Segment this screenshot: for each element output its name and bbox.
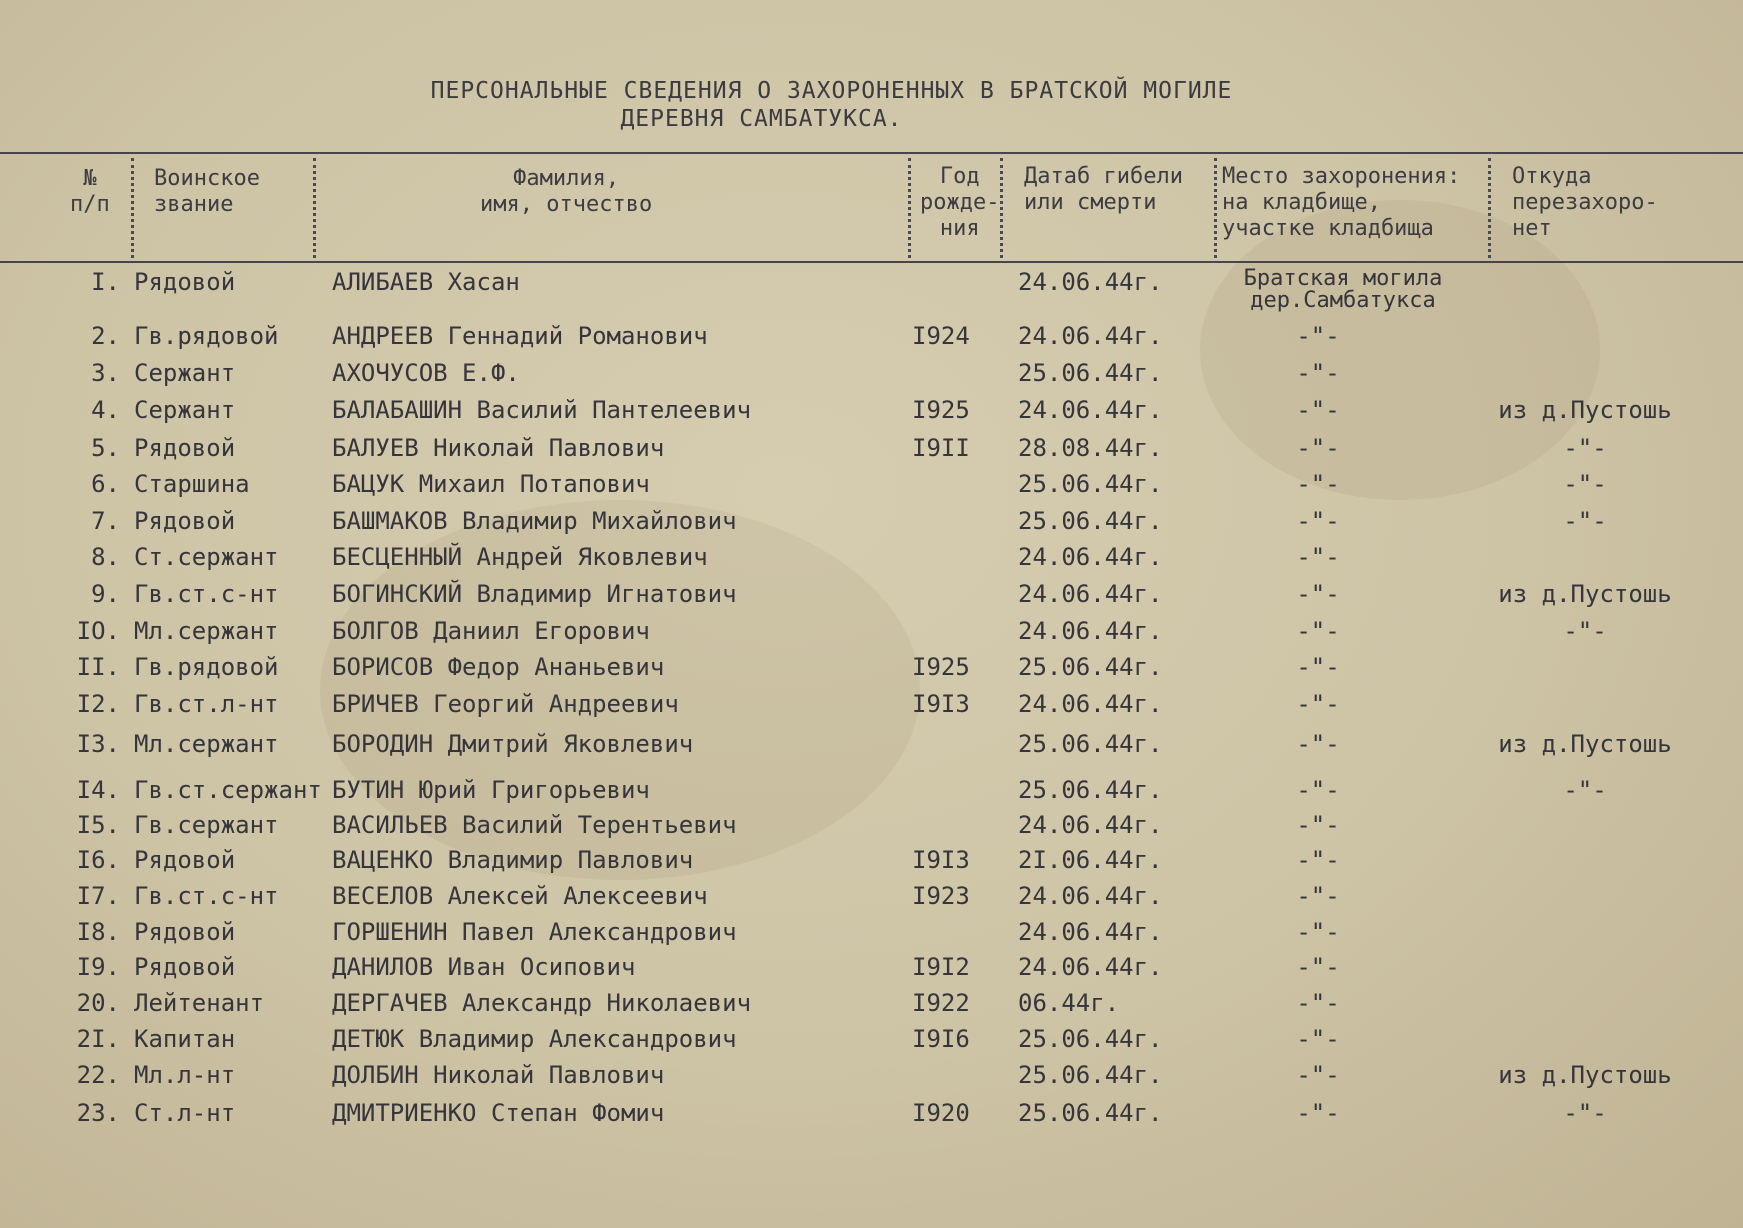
row-death-date: 24.06.44г. [1018, 268, 1163, 296]
row-birth-year: I922 [912, 989, 970, 1017]
row-reburied-from: -"- [1563, 776, 1607, 804]
row-number: I4. [76, 776, 120, 804]
row-death-date: 24.06.44г. [1018, 811, 1163, 839]
table-row [0, 1025, 1743, 1059]
table-row [0, 543, 1743, 577]
row-number: 2. [91, 322, 120, 350]
header-bottom-rule [0, 261, 1743, 263]
row-number: 6. [91, 470, 120, 498]
row-burial-place: -"- [1296, 1061, 1340, 1089]
table-row [0, 730, 1743, 764]
row-rank: Гв.ст.сержант [134, 776, 322, 804]
row-burial-place: -"- [1296, 653, 1340, 681]
row-number: 20. [76, 989, 120, 1017]
row-rank: Рядовой [134, 918, 236, 946]
row-death-date: 24.06.44г. [1018, 617, 1163, 645]
header-separator [313, 158, 316, 258]
row-name: ДЕРГАЧЕВ Александр Николаевич [332, 989, 752, 1017]
row-death-date: 24.06.44г. [1018, 580, 1163, 608]
row-burial-place: -"- [1296, 543, 1340, 571]
row-reburied-from: -"- [1563, 617, 1607, 645]
row-reburied-from: -"- [1563, 434, 1607, 462]
row-name: ДОЛБИН Николай Павлович [332, 1061, 665, 1089]
header-from: Откуда перезахоро- нет [1512, 164, 1658, 241]
row-name: БЕСЦЕННЫЙ Андрей Яковлевич [332, 543, 708, 571]
row-number: 5. [91, 434, 120, 462]
row-death-date: 25.06.44г. [1018, 1025, 1163, 1053]
row-reburied-from: -"- [1563, 1099, 1607, 1127]
row-name: БАЛУЕВ Николай Павлович [332, 434, 665, 462]
row-birth-year: I920 [912, 1099, 970, 1127]
table-row [0, 359, 1743, 393]
row-number: I2. [76, 690, 120, 718]
row-reburied-from: из д.Пустошь [1498, 396, 1672, 424]
row-death-date: 24.06.44г. [1018, 396, 1163, 424]
row-death-date: 28.08.44г. [1018, 434, 1163, 462]
row-birth-year: I9II [912, 434, 970, 462]
row-number: 4. [91, 396, 120, 424]
row-name: БОРИСОВ Федор Ананьевич [332, 653, 665, 681]
row-burial-place: -"- [1296, 507, 1340, 535]
row-number: I3. [76, 730, 120, 758]
row-name: АЛИБАЕВ Хасан [332, 268, 520, 296]
row-birth-year: I9I3 [912, 690, 970, 718]
header-separator [131, 158, 134, 258]
table-row [0, 1061, 1743, 1095]
row-death-date: 24.06.44г. [1018, 690, 1163, 718]
table-row [0, 1099, 1743, 1133]
header-year: Год рожде- ния [920, 164, 1000, 241]
table-row [0, 507, 1743, 541]
row-death-date: 24.06.44г. [1018, 322, 1163, 350]
row-burial-place: -"- [1296, 953, 1340, 981]
table-row [0, 989, 1743, 1023]
table-row [0, 653, 1743, 687]
row-reburied-from: из д.Пустошь [1498, 580, 1672, 608]
row-rank: Сержант [134, 396, 236, 424]
row-rank: Мл.сержант [134, 730, 279, 758]
row-burial-place: -"- [1296, 359, 1340, 387]
row-burial-place: -"- [1296, 730, 1340, 758]
header-rank: Воинское звание [154, 166, 260, 217]
row-death-date: 25.06.44г. [1018, 470, 1163, 498]
row-number: I6. [76, 846, 120, 874]
row-burial-place: -"- [1296, 1025, 1340, 1053]
row-rank: Гв.ст.с-нт [134, 882, 279, 910]
row-death-date: 24.06.44г. [1018, 953, 1163, 981]
row-rank: Рядовой [134, 846, 236, 874]
row-name: ВАЦЕНКО Владимир Павлович [332, 846, 694, 874]
row-birth-year: I923 [912, 882, 970, 910]
header-separator [1214, 158, 1217, 258]
row-reburied-from: из д.Пустошь [1498, 1061, 1672, 1089]
row-rank: Мл.сержант [134, 617, 279, 645]
document-title: ПЕРСОНАЛЬНЫЕ СВЕДЕНИЯ О ЗАХОРОНЕННЫХ В БРАТСКОЙ МОГИЛЕ [430, 78, 1233, 104]
row-rank: Лейтенант [134, 989, 265, 1017]
row-name: АНДРЕЕВ Геннадий Романович [332, 322, 708, 350]
table-row [0, 776, 1743, 810]
row-rank: Гв.сержант [134, 811, 279, 839]
row-number: IO. [76, 617, 120, 645]
row-number: I7. [76, 882, 120, 910]
row-reburied-from: -"- [1563, 470, 1607, 498]
row-number: 22. [76, 1061, 120, 1089]
row-death-date: 25.06.44г. [1018, 359, 1163, 387]
header-separator [1488, 158, 1491, 258]
row-name: БОРОДИН Дмитрий Яковлевич [332, 730, 694, 758]
row-number: I9. [76, 953, 120, 981]
row-number: I5. [76, 811, 120, 839]
header-date: Датаб гибели или смерти [1024, 164, 1183, 215]
row-name: ГОРШЕНИН Павел Александрович [332, 918, 737, 946]
row-number: 8. [91, 543, 120, 571]
row-number: 2I. [76, 1025, 120, 1053]
header-num: № п/п [70, 166, 110, 217]
table-row [0, 918, 1743, 952]
header-separator [908, 158, 911, 258]
row-name: БОГИНСКИЙ Владимир Игнатович [332, 580, 737, 608]
row-death-date: 2I.06.44г. [1018, 846, 1163, 874]
row-number: 3. [91, 359, 120, 387]
row-burial-place: -"- [1296, 396, 1340, 424]
header-name: Фамилия, имя, отчество [480, 166, 653, 217]
table-row [0, 580, 1743, 614]
row-rank: Ст.сержант [134, 543, 279, 571]
table-row [0, 690, 1743, 724]
row-rank: Старшина [134, 470, 250, 498]
row-birth-year: I924 [912, 322, 970, 350]
row-burial-place: -"- [1296, 989, 1340, 1017]
row-birth-year: I9I6 [912, 1025, 970, 1053]
row-name: БАШМАКОВ Владимир Михайлович [332, 507, 737, 535]
row-death-date: 25.06.44г. [1018, 1061, 1163, 1089]
row-birth-year: I925 [912, 653, 970, 681]
row-burial-place: -"- [1296, 470, 1340, 498]
row-death-date: 24.06.44г. [1018, 918, 1163, 946]
row-reburied-from: из д.Пустошь [1498, 730, 1672, 758]
row-burial-place: -"- [1296, 617, 1340, 645]
row-name: БОЛГОВ Даниил Егорович [332, 617, 650, 645]
row-rank: Рядовой [134, 953, 236, 981]
row-burial-place: -"- [1296, 690, 1340, 718]
table-row [0, 882, 1743, 916]
row-reburied-from: -"- [1563, 507, 1607, 535]
row-birth-year: I925 [912, 396, 970, 424]
table-row [0, 617, 1743, 651]
row-death-date: 25.06.44г. [1018, 1099, 1163, 1127]
row-rank: Сержант [134, 359, 236, 387]
table-row [0, 811, 1743, 845]
table-row [0, 266, 1743, 313]
row-burial-place: -"- [1296, 882, 1340, 910]
row-burial-place: -"- [1296, 918, 1340, 946]
row-name: ДЕТЮК Владимир Александрович [332, 1025, 737, 1053]
row-name: ДМИТРИЕНКО Степан Фомич [332, 1099, 665, 1127]
document-subtitle: ДЕРЕВНЯ САМБАТУКСА. [620, 106, 903, 132]
row-death-date: 25.06.44г. [1018, 730, 1163, 758]
row-burial-place: -"- [1296, 580, 1340, 608]
row-name: ВЕСЕЛОВ Алексей Алексеевич [332, 882, 708, 910]
row-rank: Гв.рядовой [134, 322, 279, 350]
table-row [0, 846, 1743, 880]
row-number: I. [91, 268, 120, 296]
row-name: БРИЧЕВ Георгий Андреевич [332, 690, 679, 718]
row-name: БАЦУК Михаил Потапович [332, 470, 650, 498]
row-name: ДАНИЛОВ Иван Осипович [332, 953, 636, 981]
row-death-date: 25.06.44г. [1018, 653, 1163, 681]
header-separator [1000, 158, 1003, 258]
row-birth-year: I9I3 [912, 846, 970, 874]
row-death-date: 24.06.44г. [1018, 543, 1163, 571]
row-death-date: 24.06.44г. [1018, 882, 1163, 910]
row-rank: Гв.рядовой [134, 653, 279, 681]
header-top-rule [0, 152, 1743, 154]
row-burial-place: -"- [1296, 846, 1340, 874]
row-number: 9. [91, 580, 120, 608]
row-name: ВАСИЛЬЕВ Василий Терентьевич [332, 811, 737, 839]
row-rank: Капитан [134, 1025, 236, 1053]
table-row [0, 470, 1743, 504]
row-burial-place: -"- [1296, 1099, 1340, 1127]
row-death-date: 25.06.44г. [1018, 776, 1163, 804]
row-name: БУТИН Юрий Григорьевич [332, 776, 650, 804]
row-rank: Мл.л-нт [134, 1061, 236, 1089]
row-burial-place: Братская могила дер.Самбатукса [1243, 266, 1443, 313]
row-rank: Рядовой [134, 507, 236, 535]
row-death-date: 25.06.44г. [1018, 507, 1163, 535]
table-row [0, 322, 1743, 356]
row-birth-year: I9I2 [912, 953, 970, 981]
row-number: 7. [91, 507, 120, 535]
table-row [0, 434, 1743, 468]
row-burial-place: -"- [1296, 776, 1340, 804]
header-place: Место захоронения: на кладбище, участке кладбища [1222, 164, 1461, 241]
row-rank: Рядовой [134, 268, 236, 296]
row-burial-place: -"- [1296, 434, 1340, 462]
row-rank: Гв.ст.л-нт [134, 690, 279, 718]
row-rank: Ст.л-нт [134, 1099, 236, 1127]
row-number: II. [76, 653, 120, 681]
row-burial-place: -"- [1296, 811, 1340, 839]
row-number: I8. [76, 918, 120, 946]
row-rank: Гв.ст.с-нт [134, 580, 279, 608]
row-rank: Рядовой [134, 434, 236, 462]
row-number: 23. [76, 1099, 120, 1127]
row-name: БАЛАБАШИН Василий Пантелеевич [332, 396, 752, 424]
table-row [0, 953, 1743, 987]
row-name: АХОЧУСОВ Е.Ф. [332, 359, 520, 387]
table-row [0, 396, 1743, 430]
row-burial-place: -"- [1296, 322, 1340, 350]
row-death-date: 06.44г. [1018, 989, 1120, 1017]
